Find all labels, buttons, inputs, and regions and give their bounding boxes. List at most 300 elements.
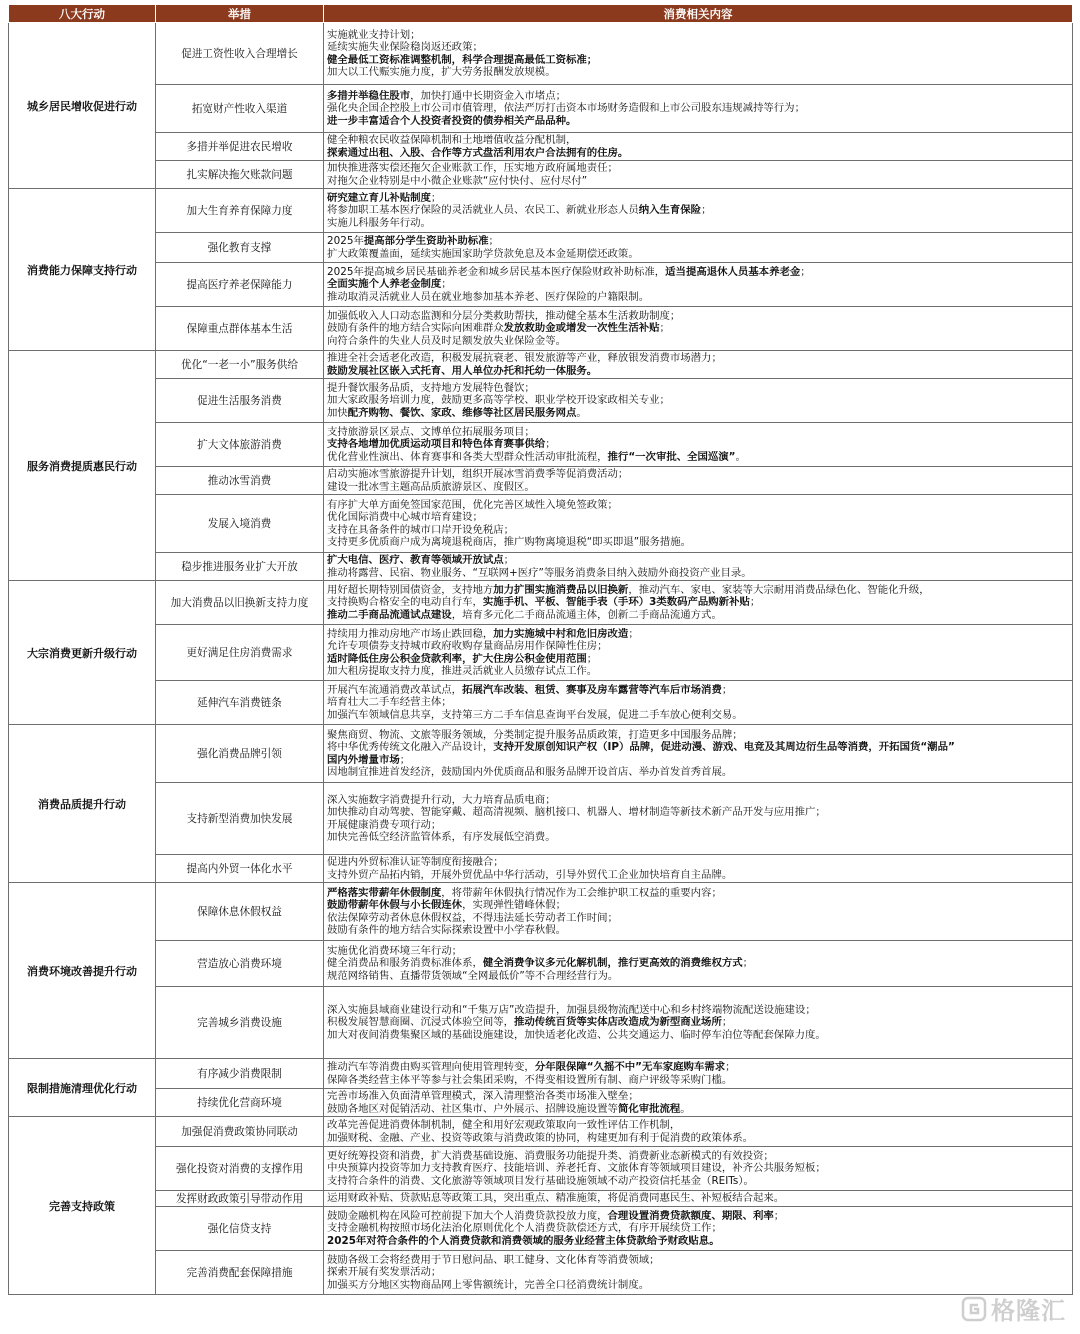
content-line: [327, 426, 1069, 438]
content-text: 鼓励各级工会将经费用于节日慰问品、职工健身、文化体育等消费领域；: [327, 1253, 660, 1266]
content-highlight-text: 纳入生育保险: [638, 204, 702, 217]
content-highlight-text: 加力实施城中村和危旧房改造: [493, 627, 629, 640]
content-text: 。: [680, 1102, 691, 1115]
content-text: ，培育多元化二手商品流通主体，创新二手商品流通方式。: [451, 608, 722, 621]
table-row: [9, 1251, 1073, 1295]
content-line: [327, 468, 1069, 480]
content-highlight-text: 配齐购物、餐饮、家政、维修等社区居民服务网点: [347, 406, 577, 419]
content-line: [327, 147, 1069, 159]
content-cell: [324, 581, 1073, 625]
content-cell: [324, 423, 1073, 467]
content-line: [327, 499, 1069, 511]
content-cell: [324, 233, 1073, 263]
gelonghui-logo-icon: [961, 1296, 987, 1322]
measure-name-cell: 强化消费品牌引领: [156, 725, 324, 783]
table-row: [9, 351, 1073, 379]
content-line: [327, 1074, 1069, 1086]
content-cell: [324, 467, 1073, 495]
content-text: 规范网络销售、直播带货领域“全网最低价”等不合理经营行为。: [327, 969, 619, 982]
content-text: ；: [430, 191, 442, 204]
content-line: [327, 1210, 1069, 1222]
content-line: [327, 365, 1069, 377]
content-highlight-text: 推行“一次审批、全国巡演”: [607, 450, 736, 463]
watermark: [961, 1291, 1066, 1326]
measure-name-cell: 发展入境消费: [156, 495, 324, 553]
content-text: 。: [735, 450, 746, 463]
content-line: [327, 584, 1069, 596]
content-line: [327, 1016, 1069, 1028]
content-highlight-text: 适当提高退休人员基本养老金: [665, 265, 801, 278]
content-line: [327, 134, 1069, 146]
content-cell: [324, 23, 1073, 85]
content-text: 加快完善低空经济监管体系，有序发展低空消费。: [327, 830, 556, 843]
table-row: [9, 23, 1073, 85]
content-cell: [324, 855, 1073, 883]
content-text: 支持金融机构按照市场化法治化原则优化个人消费贷款偿还方式，有序开展续贷工作；: [327, 1222, 722, 1235]
content-cell: [324, 379, 1073, 423]
action-name-cell: 消费能力保障支持行动: [9, 189, 156, 351]
content-text: 优化营业性演出、体育赛事和各类大型群众性活动审批流程，: [327, 450, 608, 463]
content-line: [327, 628, 1069, 640]
content-line: [327, 945, 1069, 957]
content-highlight-text: 简化审批流程: [617, 1102, 681, 1115]
measure-name-cell: 延伸汽车消费链条: [156, 681, 324, 725]
content-highlight-text: 推动二手商品流通试点建设: [327, 608, 452, 621]
content-line: [327, 335, 1069, 347]
measure-name-cell: 有序减少消费限制: [156, 1059, 324, 1089]
measure-name-cell: 完善城乡消费设施: [156, 987, 324, 1059]
content-text: 提升餐饮服务品质，支持地方发展特色餐饮；: [327, 381, 535, 394]
content-line: [327, 709, 1069, 721]
table-row: [9, 941, 1073, 987]
content-cell: [324, 1089, 1073, 1117]
table-row: [9, 233, 1073, 263]
content-text: 加强低收入人口动态监测和分层分类救助帮扶，推动健全基本生活救助制度；: [327, 309, 681, 322]
table-row: [9, 1207, 1073, 1251]
content-cell: [324, 161, 1073, 189]
measure-name-cell: 持续优化营商环境: [156, 1089, 324, 1117]
content-highlight-text: 进一步丰富适合个人投资者投资的债券相关产品品种。: [327, 114, 577, 127]
table-body: [9, 23, 1073, 1295]
content-cell: [324, 987, 1073, 1059]
content-text: 深入实施县域商业建设行动和“千集万店”改造提升，加强县级物流配送中心和乡村终端物流配送设施建设；: [327, 1003, 816, 1016]
content-line: [327, 1266, 1069, 1278]
content-highlight-text: 适时降低住房公积金贷款利率，扩大住房公积金使用范围: [327, 652, 587, 665]
content-text: ；: [503, 554, 515, 567]
content-text: 有序扩大单方面免签国家范围，优化完善区域性入境免签政策；: [327, 498, 618, 511]
measure-name-cell: 优化“一老一小”服务供给: [156, 351, 324, 379]
content-text: ，加快打通中长期资金入市堵点；: [410, 89, 566, 102]
content-text: 2025年: [327, 235, 364, 248]
content-text: 加强买方分地区实物商品网上零售额统计，完善全口径消费统计制度。: [327, 1278, 650, 1291]
action-name-cell: 消费环境改善提升行动: [9, 883, 156, 1059]
content-text: 支持更多优质商户成为离境退税商店，推广购物离境退税“即买即退”服务措施。: [327, 535, 692, 548]
content-line: [327, 856, 1069, 868]
content-text: 更好统筹投资和消费，扩大消费基础设施、消费服务功能提升类、消费新业态新模式的有效投资；: [327, 1149, 774, 1162]
content-text: 鼓励各地区对促销活动、社区集市、户外展示、招牌设施设置等: [327, 1102, 618, 1115]
content-line: [327, 352, 1069, 364]
table-row: [9, 987, 1073, 1059]
measure-name-cell: 扩大文体旅游消费: [156, 423, 324, 467]
table-row: [9, 263, 1073, 307]
content-text: 开展健康消费专项行动；: [327, 818, 442, 831]
content-text: ；: [441, 278, 452, 291]
content-line: [327, 729, 1069, 741]
content-text: 用好超长期特别国债资金，支持地方: [327, 583, 494, 596]
content-text: ；: [721, 1016, 733, 1029]
content-cell: [324, 1059, 1073, 1089]
content-cell: [324, 553, 1073, 581]
measure-name-cell: 推动冰雪消费: [156, 467, 324, 495]
content-line: [327, 266, 1069, 278]
content-cell: [324, 1117, 1073, 1147]
header-actions: 八大行动: [9, 5, 156, 23]
table-row: [9, 495, 1073, 553]
content-line: [327, 407, 1069, 419]
content-text: ；: [488, 235, 499, 248]
content-text: 完善市场准入负面清单管理模式，深入清理整治各类市场准入壁垒；: [327, 1090, 639, 1103]
measure-name-cell: 完善消费配套保障措施: [156, 1251, 324, 1295]
content-highlight-text: 支持各地增加优质运动项目和特色体育赛事供给: [327, 438, 546, 451]
table-row: [9, 467, 1073, 495]
content-highlight-text: 加力扩围实施消费品以旧换新: [493, 583, 629, 596]
measure-name-cell: 促进工资性收入合理增长: [156, 23, 324, 85]
table-row: [9, 379, 1073, 423]
content-text: 深入实施数字消费提升行动，大力培育品质电商；: [327, 793, 556, 806]
content-text: 向符合条件的失业人员及时足额发放失业保险金等。: [327, 334, 566, 347]
content-text: 推动取消灵活就业人员在就业地参加基本养老、医疗保险的户籍限制。: [327, 290, 650, 303]
measure-name-cell: 加大消费品以旧换新支持力度: [156, 581, 324, 625]
content-highlight-text: 合理设置消费贷款额度、期限、利率: [607, 1209, 774, 1222]
content-text: 健全消费品和服务消费标准体系，: [327, 957, 483, 970]
content-text: 加强财税、金融、产业、投资等政策与消费政策的协同，构建更加有利于促消费的政策体系。: [327, 1131, 754, 1144]
content-text: 支持符合条件的消费、文化旅游等领域项目发行基础设施领域不动产投资信托基金（REITs）。: [327, 1174, 754, 1187]
content-text: 探索开展有奖发票活动；: [327, 1266, 442, 1279]
measure-name-cell: 发挥财政政策引导带动作用: [156, 1191, 324, 1207]
content-text: ，将带薪年休假执行情况作为工会维护职工权益的重要内容；: [441, 886, 722, 899]
content-cell: [324, 783, 1073, 855]
action-name-cell: 限制措施清理优化行动: [9, 1059, 156, 1117]
content-line: [327, 291, 1069, 303]
content-line: [327, 54, 1069, 66]
content-text: ；: [721, 683, 733, 696]
content-text: 改革完善促进消费体制机制，健全和用好宏观政策取向一致性评估工作机制，: [327, 1119, 681, 1132]
content-line: [327, 1103, 1069, 1115]
header-content: 消费相关内容: [324, 5, 1073, 23]
content-line: [327, 162, 1069, 174]
content-text: ；: [628, 627, 639, 640]
content-text: 保障各类经营主体平等参与社会集团采购，不得变相设置所有制、商户评级等采购门槛。: [327, 1073, 733, 1086]
content-highlight-text: 全面实施个人养老金制度: [327, 278, 442, 291]
content-highlight-text: 严格落实带薪年休假制度: [327, 886, 442, 899]
content-text: 对拖欠企业特别是中小微企业账款“应付快付、应付尽付”: [327, 174, 588, 187]
content-text: ；: [659, 322, 670, 335]
table-row: [9, 625, 1073, 681]
content-cell: [324, 351, 1073, 379]
content-cell: [324, 1207, 1073, 1251]
content-highlight-text: 扩大电信、医疗、教育等领域开放试点: [327, 554, 504, 567]
measure-name-cell: 强化投资对消费的支撑作用: [156, 1147, 324, 1191]
measure-name-cell: 加强促消费政策协同联动: [156, 1117, 324, 1147]
measure-name-cell: 营造放心消费环境: [156, 941, 324, 987]
content-line: [327, 524, 1069, 536]
content-line: [327, 1175, 1069, 1187]
content-text: 支持在具备条件的城市口岸开设免税店；: [327, 523, 515, 536]
content-cell: [324, 307, 1073, 351]
content-line: [327, 766, 1069, 778]
content-text: 鼓励金融机构在风险可控前提下加大个人消费贷款投放力度，: [327, 1209, 608, 1222]
content-text: ；: [742, 957, 754, 970]
table-row: [9, 725, 1073, 783]
content-line: [327, 310, 1069, 322]
measure-name-cell: 保障重点群体基本生活: [156, 307, 324, 351]
content-text: 强化央企国企控股上市公司市值管理，依法严厉打击资本市场财务造假和上市公司股东违规减持等行为；: [327, 102, 805, 115]
content-text: 积极发展智慧商圈、沉浸式体验空间等，: [327, 1016, 515, 1029]
table-row: [9, 553, 1073, 581]
action-name-cell: 大宗消费更新升级行动: [9, 581, 156, 725]
content-line: [327, 1119, 1069, 1131]
content-cell: [324, 1251, 1073, 1295]
content-line: [327, 1235, 1069, 1247]
content-text: 支持外贸产品拓内销，开展外贸优品中华行活动，引导外贸代工企业加快培育自主品牌。: [327, 868, 733, 881]
measure-name-cell: 促进生活服务消费: [156, 379, 324, 423]
content-text: 加快推进落实偿还拖欠企业账款工作，压实地方政府属地责任；: [327, 162, 618, 175]
table-row: [9, 1059, 1073, 1089]
measure-name-cell: 提高内外贸一体化水平: [156, 855, 324, 883]
content-text: 推动将露营、民宿、物业服务、“互联网+医疗”等服务消费条目纳入鼓励外商投资产业目录。: [327, 566, 752, 579]
action-name-cell: 服务消费提质惠民行动: [9, 351, 156, 581]
policy-table-container: [8, 4, 1072, 1295]
table-row: [9, 581, 1073, 625]
content-cell: [324, 85, 1073, 133]
content-line: [327, 511, 1069, 523]
measure-name-cell: 强化教育支撑: [156, 233, 324, 263]
table-row: [9, 307, 1073, 351]
content-highlight-text: 健全消费争议多元化解机制，推行更高效的消费维权方式: [482, 957, 743, 970]
content-text: 鼓励有条件的地方结合实际探索设置中小学春秋假。: [327, 923, 566, 936]
content-line: [327, 481, 1069, 493]
content-line: [327, 1254, 1069, 1266]
content-highlight-text: 鼓励带薪年休假与小长假连休: [327, 899, 463, 912]
content-text: 中央预算内投资等加力支持教育医疗、技能培训、养老托育、文旅体育等领域项目建设，补齐公共服务短板；: [327, 1162, 826, 1175]
content-text: 鼓励有条件的地方结合实际向困难群众: [327, 322, 504, 335]
content-line: [327, 899, 1069, 911]
content-text: 开展汽车流通消费改革试点，: [327, 683, 463, 696]
content-text: 加大租房提取支持力度，推进灵活就业人员缴存试点工作。: [327, 664, 598, 677]
content-text: 健全种粮农民收益保障机制和土地增值收益分配机制，: [327, 134, 577, 147]
table-row: [9, 883, 1073, 941]
content-text: 推动汽车等消费由购买管理向使用管理转变，: [327, 1061, 535, 1074]
content-cell: [324, 133, 1073, 161]
table-row: [9, 1117, 1073, 1147]
content-cell: [324, 495, 1073, 553]
content-line: [327, 217, 1069, 229]
content-text: 依法保障劳动者休息休假权益，不得违法延长劳动者工作时间；: [327, 911, 618, 924]
table-row: [9, 783, 1073, 855]
table-row: [9, 189, 1073, 233]
content-text: 支持旅游景区景点、文博单位拓展服务项目；: [327, 425, 535, 438]
content-line: [327, 567, 1069, 579]
content-cell: [324, 883, 1073, 941]
content-text: 允许专项债券支持城市政府收购存量商品房用作保障性住房；: [327, 640, 608, 653]
content-line: [327, 609, 1069, 621]
content-line: [327, 696, 1069, 708]
content-line: [327, 102, 1069, 114]
measure-name-cell: 提高医疗养老保障能力: [156, 263, 324, 307]
content-highlight-text: 探索通过出租、入股、合作等方式盘活利用农户合法拥有的住房。: [327, 146, 629, 159]
table-row: [9, 1191, 1073, 1207]
content-text: ；: [399, 753, 411, 766]
policy-table: [8, 4, 1073, 1295]
content-text: 将参加职工基本医疗保险的灵活就业人员、农民工、新就业形态人员: [327, 204, 639, 217]
header-measures: 举措: [156, 5, 324, 23]
content-line: [327, 741, 1069, 753]
table-row: [9, 161, 1073, 189]
content-line: [327, 554, 1069, 566]
content-text: ；: [725, 1061, 736, 1074]
content-text: ；: [749, 596, 761, 609]
content-line: [327, 819, 1069, 831]
content-text: 促进内外贸标准认证等制度衔接融合；: [327, 856, 504, 869]
content-line: [327, 831, 1069, 843]
action-name-cell: 消费品质提升行动: [9, 725, 156, 883]
content-cell: [324, 1147, 1073, 1191]
content-line: [327, 1192, 1069, 1204]
content-line: [327, 869, 1069, 881]
content-line: [327, 394, 1069, 406]
table-row: [9, 423, 1073, 467]
content-text: 2025年提高城乡居民基础养老金和城乡居民基本医疗保险财政补助标准，: [327, 265, 666, 278]
content-text: 实施儿科服务年行动。: [327, 216, 431, 229]
content-text: 加大对夜间消费集聚区域的基础设施建设，加快适老化改造、公共交通运力、临时停车泊位等配套保障力度。: [327, 1028, 826, 1041]
content-cell: [324, 189, 1073, 233]
content-line: [327, 970, 1069, 982]
content-text: 聚焦商贸、物流、文旅等服务领域，分类制定提升服务品质政策，打造更多中国服务品牌；: [327, 728, 743, 741]
content-line: [327, 29, 1069, 41]
content-line: [327, 754, 1069, 766]
content-line: [327, 1222, 1069, 1234]
table-row: [9, 1147, 1073, 1191]
content-line: [327, 596, 1069, 608]
content-line: [327, 684, 1069, 696]
content-highlight-text: 国内外增量市场: [327, 753, 400, 766]
content-text: 持续用力推动房地产市场止跌回稳，: [327, 627, 494, 640]
content-cell: [324, 681, 1073, 725]
table-row: [9, 85, 1073, 133]
measure-name-cell: 加大生育养育保障力度: [156, 189, 324, 233]
measure-name-cell: 更好满足住房消费需求: [156, 625, 324, 681]
content-line: [327, 640, 1069, 652]
content-text: 延续实施失业保险稳岗返还政策；: [327, 41, 483, 54]
content-line: [327, 1279, 1069, 1291]
content-text: 推进全社会适老化改造，积极发展抗衰老、银发旅游等产业，释放银发消费市场潜力；: [327, 352, 722, 365]
content-line: [327, 653, 1069, 665]
content-highlight-text: 鼓励发展社区嵌入式托育、用人单位办托和托幼一体服务。: [327, 364, 598, 377]
measure-name-cell: 拓宽财产性收入渠道: [156, 85, 324, 133]
table-row: [9, 1089, 1073, 1117]
table-row: [9, 681, 1073, 725]
content-line: [327, 175, 1069, 187]
content-line: [327, 115, 1069, 127]
content-line: [327, 1061, 1069, 1073]
content-text: 培育壮大二手车经营主体；: [327, 696, 452, 709]
content-text: 加强汽车领域信息共享，支持第三方二手车信息查询平台发展，促进二手车放心便利交易。: [327, 708, 743, 721]
table-row: [9, 133, 1073, 161]
content-highlight-text: 分年限保障“久摇不中”无车家庭购车需求: [534, 1061, 726, 1074]
content-text: 因地制宜推进首发经济，鼓励国内外优质商品和服务品牌开设首店、举办首发首秀首展。: [327, 765, 733, 778]
content-line: [327, 1162, 1069, 1174]
content-text: 实施就业支持计划；: [327, 28, 421, 41]
content-line: [327, 1150, 1069, 1162]
content-text: 将中华优秀传统文化融入产品设计，: [327, 741, 494, 754]
measure-name-cell: 多措并举促进农民增收: [156, 133, 324, 161]
content-line: [327, 1004, 1069, 1016]
content-highlight-text: 发放救助金或增发一次性生活补贴: [503, 322, 660, 335]
content-highlight-text: 推动传统百货等实体店改造成为新型商业场所: [514, 1016, 722, 1029]
content-text: 加大家政服务培训力度，鼓励更多高等学校、职业学校开设家政相关专业；: [327, 394, 670, 407]
measure-name-cell: 保障休息休假权益: [156, 883, 324, 941]
content-line: [327, 794, 1069, 806]
content-text: ；: [701, 204, 712, 217]
content-line: [327, 806, 1069, 818]
content-line: [327, 41, 1069, 53]
content-text: 优化国际消费中心城市培育建设；: [327, 511, 483, 524]
content-text: 加大以工代赈实施力度，扩大劳务报酬发放规模。: [327, 65, 556, 78]
content-line: [327, 438, 1069, 450]
content-cell: [324, 1191, 1073, 1207]
content-highlight-text: 提高部分学生资助补助标准: [363, 235, 489, 248]
content-text: 加快: [327, 406, 348, 419]
content-line: [327, 1029, 1069, 1041]
table-row: [9, 855, 1073, 883]
watermark-text: 格隆汇: [991, 1297, 1066, 1325]
content-highlight-text: 支持开发原创知识产权（IP）品牌，促进动漫、游戏、电竞及其周边衍生品等消费，开拓国货“潮品”: [493, 741, 955, 754]
action-name-cell: 完善支持政策: [9, 1117, 156, 1295]
content-text: ；: [800, 265, 811, 278]
content-text: 支持换购合格安全的电动自行车，: [327, 596, 483, 609]
content-line: [327, 1132, 1069, 1144]
content-highlight-text: 研究建立育儿补贴制度: [327, 191, 431, 204]
content-line: [327, 278, 1069, 290]
content-text: ；: [545, 438, 556, 451]
content-line: [327, 322, 1069, 334]
content-line: [327, 912, 1069, 924]
content-line: [327, 204, 1069, 216]
content-line: [327, 192, 1069, 204]
content-line: [327, 924, 1069, 936]
content-text: ；: [586, 652, 598, 665]
content-highlight-text: 健全最低工资标准调整机制，科学合理提高最低工资标准；: [327, 53, 598, 66]
content-line: [327, 451, 1069, 463]
table-header-row: [9, 5, 1073, 23]
content-line: [327, 248, 1069, 260]
content-text: 扩大政策覆盖面，延续实施国家助学贷款免息及本金延期偿还政策。: [327, 247, 639, 260]
measure-name-cell: 扎实解决拖欠账款问题: [156, 161, 324, 189]
measure-name-cell: 强化信贷支持: [156, 1207, 324, 1251]
content-text: 启动实施冰雪旅游提升计划，组织开展冰雪消费季等促消费活动；: [327, 468, 629, 481]
content-cell: [324, 625, 1073, 681]
content-text: 加快推动自动驾驶、智能穿戴、超高清视频、脑机接口、机器人、增材制造等新技术新产品开发与应用推广；: [327, 806, 826, 819]
content-line: [327, 66, 1069, 78]
content-line: [327, 665, 1069, 677]
content-text: 。: [576, 406, 587, 419]
content-text: 实施优化消费环境三年行动；: [327, 944, 463, 957]
content-cell: [324, 263, 1073, 307]
content-text: ，实现弹性错峰休假；: [462, 899, 566, 912]
content-text: ；: [773, 1209, 785, 1222]
content-text: ，推动汽车、家电、家装等大宗耐用消费品绿色化、智能化升级，: [628, 583, 930, 596]
content-line: [327, 235, 1069, 247]
